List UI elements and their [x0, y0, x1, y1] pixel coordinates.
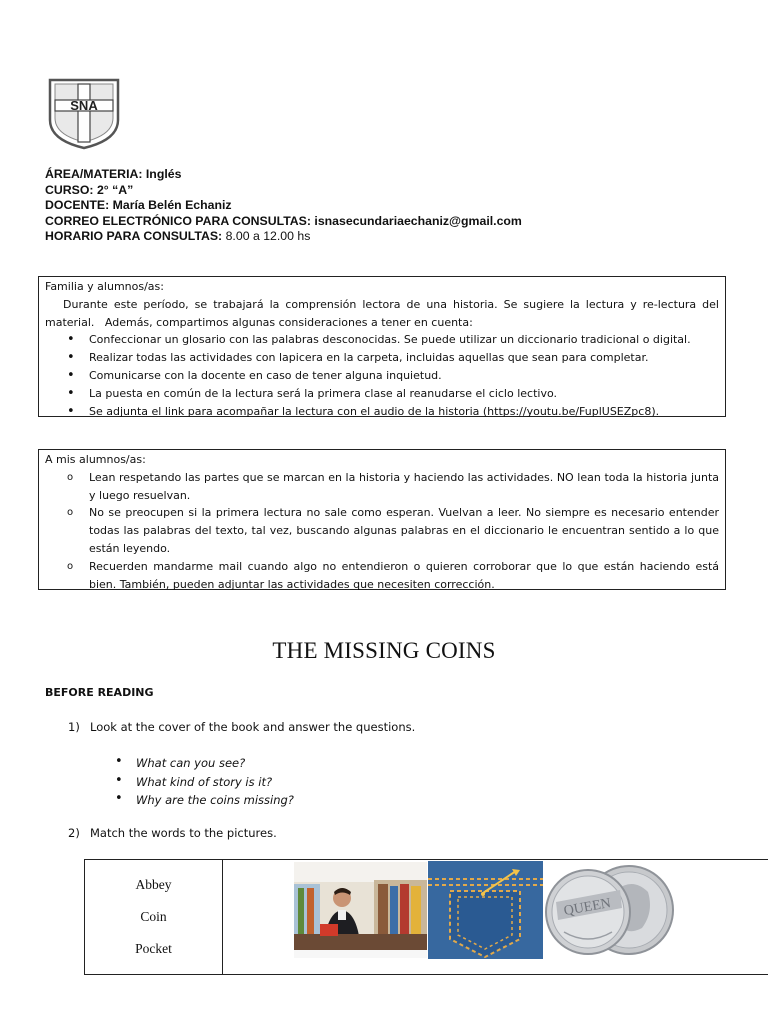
teacher-label: DOCENTE: [45, 198, 110, 213]
students-heading: A mis alumnos/as: [45, 453, 146, 466]
match-word: Pocket [135, 941, 172, 956]
match-word: Abbey [135, 877, 172, 892]
matching-table [84, 859, 768, 975]
course-info [45, 167, 522, 245]
students-list-item: o No se preocupen si la primera lectura no sale como esperan. Vuelvan a leer. No siempre es necesario entender todas las palabras del texto, tal vez, buscando algunas palabras en el diccionario le encuentran sentido a lo que están leyendo. [45, 504, 719, 557]
question-1-item: • What kind of story is it? [115, 773, 294, 792]
families-list-item: • La puesta en común de la lectura será la primera clase al reanudarse el ciclo lectivo. [45, 385, 719, 403]
teacher-value: María Belén Echaniz [112, 198, 232, 213]
question-text: Look at the cover of the book and answer the questions. [90, 720, 416, 734]
hours-label: HORARIO PARA CONSULTAS: [45, 229, 223, 244]
story-title: THE MISSING COINS [272, 638, 496, 663]
pictures-cell [223, 860, 768, 975]
match-word: Coin [140, 909, 167, 924]
word-list-cell [85, 860, 223, 975]
question-1-item: • Why are the coins missing? [115, 791, 294, 810]
students-list-item: o Lean respetando las partes que se marcan en la historia y haciendo las actividades. NO lean toda la historia junta y luego resuelvan. [45, 469, 719, 505]
students-list-item: o Recuerden mandarme mail cuando algo no entendieron o quieren corroborar que lo que están haciendo está bien. También, pueden adjuntar las actividades que necesiten corrección. [45, 558, 719, 594]
families-list-item: • Comunicarse con la docente en caso de tener alguna inquietud. [45, 367, 719, 385]
coin-engraving: QUEEN [562, 896, 613, 920]
crest-text: SNA [70, 98, 98, 113]
queen-coin-photo [544, 862, 674, 958]
question-1-list [115, 754, 294, 810]
question-1-item: • What can you see? [115, 754, 294, 773]
families-list [45, 331, 719, 420]
school-crest-logo [47, 78, 121, 150]
area-value: Inglés [145, 167, 182, 181]
question-text: Match the words to the pictures. [90, 826, 277, 840]
shop-cashier-photo [294, 862, 427, 958]
families-list-item: • Se adjunta el link para acompañar la lectura con el audio de la historia (https://youtu.be/FuplUSEZpc8). [45, 403, 719, 421]
course-label: CURSO: [45, 182, 94, 197]
question-number: 1) [68, 720, 80, 734]
families-heading: Familia y alumnos/as: [45, 280, 164, 293]
jeans-pocket-photo [428, 861, 543, 959]
course-value: 2° “A” [96, 182, 134, 197]
families-list-item: • Realizar todas las actividades con lapicera en la carpeta, incluidas aquellas que sean para completar. [45, 349, 719, 367]
students-list [45, 469, 719, 594]
email-label: CORREO ELECTRÓNICO PARA CONSULTAS: [45, 213, 311, 228]
question-2 [68, 826, 277, 840]
area-label: ÁREA/MATERIA: [45, 167, 143, 181]
students-notice-box [38, 449, 726, 590]
email-value: isnasecundariaechaniz@gmail.com [314, 213, 522, 228]
families-list-item: • Confeccionar un glosario con las palabras desconocidas. Se puede utilizar un diccionario tradicional o digital. [45, 331, 719, 349]
families-notice-box [38, 276, 726, 417]
hours-value: 8.00 a 12.00 hs [225, 229, 311, 244]
question-number: 2) [68, 826, 80, 840]
families-intro: Durante este período, se trabajará la comprensión lectora de una historia. Se sugiere la lectura y re-lectura del material. Además, compartimos algunas consideraciones a tener en cuenta: [45, 297, 723, 329]
section-heading: BEFORE READING [45, 686, 154, 699]
question-1 [68, 720, 415, 734]
